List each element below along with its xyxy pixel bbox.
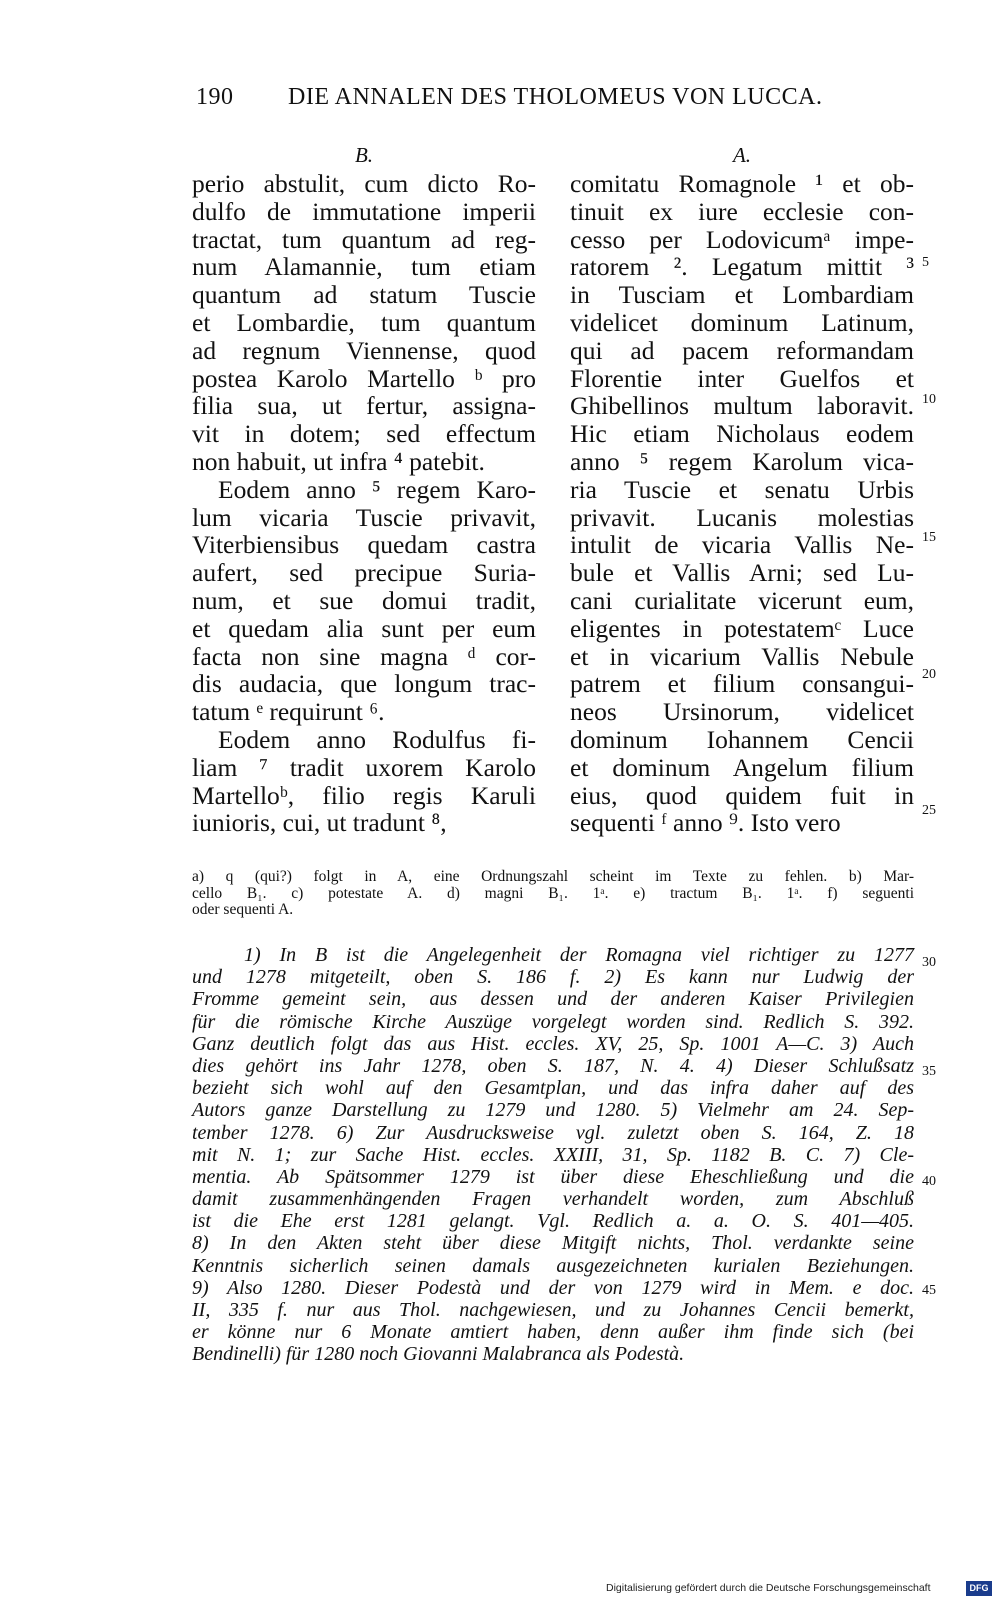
text-line: sequenti ᶠ anno ⁹. Isto vero [570, 808, 841, 838]
text-line: quantum ad statum Tuscie [192, 280, 536, 310]
text-line: vit in dotem; sed effectum [192, 419, 536, 449]
text-line: privavit. Lucanis molestias [570, 502, 914, 532]
column-a-heading: A. [732, 143, 752, 167]
text-line: eius, quod quidem fuit in [570, 780, 914, 810]
line-number: 35 [922, 1064, 936, 1079]
footnote-line: er könne nur 6 Monate amtiert haben, denn außer ihm finde sich (bei [192, 1321, 914, 1344]
text-line: cani curialitate vicerunt eum, [570, 585, 914, 615]
footnote-line: dies gehört ins Jahr 1278, oben S. 187, N. 4. 4) Dieser Schlußsatz [192, 1054, 914, 1077]
text-line: Martelloᵇ, filio regis Karuli [192, 780, 536, 810]
line-number: 40 [922, 1174, 936, 1189]
text-line: num, et sue domui tradit, [192, 585, 536, 615]
text-line: intulit de vicaria Vallis Ne- [570, 530, 914, 560]
text-line: Eodem anno Rodulfus fi- [218, 724, 536, 754]
credit-text: Digitalisierung gefördert durch die Deutsche Forschungsgemeinschaft [606, 1582, 931, 1594]
text-line: et in vicarium Vallis Nebule [570, 641, 914, 671]
footnote-line: Autors ganze Darstellung zu 1279 und 1280. 5) Vielmehr am 24. Sep- [192, 1099, 914, 1122]
textual-variants [192, 869, 914, 919]
page-number: 190 [196, 84, 234, 110]
text-line: qui ad pacem reformandam [570, 335, 914, 365]
text-line: Florentie inter Guelfos et [570, 363, 914, 393]
text-line: filia sua, ut fertur, assigna- [192, 391, 536, 421]
text-line: Ghibellinos multum laboravit. [570, 391, 914, 421]
text-line: patrem et filium consangui- [570, 669, 914, 699]
footnote-line: mentia. Ab Spätsommer 1279 ist über diese Eheschließung und die [192, 1165, 914, 1188]
text-line: perio abstulit, cum dicto Ro- [192, 169, 536, 198]
text-line: postea Karolo Martello ᵇ pro [192, 363, 536, 393]
dfg-logo: DFG [966, 1581, 992, 1596]
text-line: et quedam alia sunt per eum [192, 613, 536, 643]
text-line: tractat, tum quantum ad reg- [192, 224, 536, 254]
text-line: et Lombardie, tum quantum [192, 307, 536, 337]
text-line: Eodem anno ⁵ regem Karo- [218, 474, 536, 504]
footnote-line: mit N. 1; zur Sache Hist. eccles. XXIII, 31, Sp. 1182 B. C. 7) Cle- [192, 1143, 914, 1166]
text-line: neos Ursinorum, videlicet [570, 697, 914, 727]
text-line: Viterbiensibus quedam castra [192, 530, 536, 560]
line-number: 25 [922, 803, 936, 818]
line-number: 15 [922, 530, 936, 545]
text-line: cesso per Lodovicumᵃ impe- [570, 224, 914, 254]
variant-line: oder sequenti A. [192, 901, 294, 918]
line-number: 10 [922, 392, 936, 407]
text-line: ratorem ². Legatum mittit ³ [570, 252, 914, 282]
text-line: ad regnum Viennense, quod [192, 335, 536, 365]
text-line: iunioris, cui, ut tradunt ⁸, [192, 808, 447, 838]
variant-line: a) q (qui?) folgt in A, eine Ordnungszahl scheint im Texte zu fehlen. b) Mar- [192, 868, 914, 885]
text-line: anno ⁵ regem Karolum vica- [570, 446, 914, 476]
line-number: 45 [922, 1283, 936, 1298]
footnote-line: Bendinelli) für 1280 noch Giovanni Malabranca als Podestà. [192, 1343, 685, 1366]
text-line: dis audacia, que longum trac- [192, 669, 536, 699]
footnote-line: und 1278 mitgeteilt, oben S. 186 f. 2) Es kann nur Ludwig der [192, 966, 914, 989]
footnote-line: 1) In B ist die Angelegenheit der Romagna viel richtiger zu 1277 [244, 944, 914, 966]
text-line: dulfo de immutatione imperii [192, 196, 536, 226]
text-line: non habuit, ut infra ⁴ patebit. [192, 446, 485, 476]
footnote-line: bezieht sich wohl auf den Gesamtplan, und das infra daher auf des [192, 1077, 914, 1100]
column-b-heading: B. [354, 143, 374, 167]
text-line: et dominum Angelum filium [570, 752, 914, 782]
text-line: aufert, sed precipue Suria- [192, 558, 536, 588]
footnote-line: für die römische Kirche Auszüge vorgelegt worden sind. Redlich S. 392. [192, 1010, 914, 1033]
text-line: ria Tuscie et senatu Urbis [570, 474, 914, 504]
footnote-line: tember 1278. 6) Zur Ausdrucksweise vgl. zuletzt oben S. 164, Z. 18 [192, 1121, 914, 1144]
text-line: tinuit ex iure ecclesie con- [570, 196, 914, 226]
line-number: 30 [922, 955, 936, 970]
column-b [192, 140, 536, 837]
column-a [570, 140, 914, 837]
footnote-line: Ganz deutlich folgt das aus Hist. eccles. XV, 25, Sp. 1001 A—C. 3) Auch [192, 1032, 914, 1055]
line-number: 20 [922, 667, 936, 682]
text-line: num Alamannie, tum etiam [192, 252, 536, 282]
text-line: Hic etiam Nicholaus eodem [570, 419, 914, 449]
running-header [196, 84, 836, 124]
footnote-line: 9) Also 1280. Dieser Podestà und der von 1279 wird in Mem. e doc. [192, 1276, 914, 1299]
running-title: DIE ANNALEN DES THOLOMEUS VON LUCCA. [288, 84, 823, 110]
footnote-line: Kenntnis sicherlich seinen damals ausgezeichneten kurialen Beziehungen. [192, 1254, 914, 1277]
text-line: dominum Iohannem Cencii [570, 724, 914, 754]
footnote-line: II, 335 f. nur aus Thol. nachgewiesen, und zu Johannes Cencii bemerkt, [192, 1299, 914, 1321]
text-line: lum vicaria Tuscie privavit, [192, 502, 536, 532]
text-line: tatum ᵉ requirunt ⁶. [192, 697, 385, 727]
footnotes [192, 944, 914, 1366]
text-line: liam ⁷ tradit uxorem Karolo [192, 752, 536, 782]
footnote-line: damit zusammenhängenden Fragen verhandelt worden, zum Abschluß [192, 1188, 914, 1211]
text-line: facta non sine magna ᵈ cor- [192, 641, 536, 671]
line-number: 5 [922, 255, 929, 270]
column-b-text [192, 170, 536, 837]
text-line: videlicet dominum Latinum, [570, 307, 914, 337]
footnote-line: 8) In den Akten steht über diese Mitgift nichts, Thol. verdankte seine [192, 1232, 914, 1255]
footnote-line: ist die Ehe erst 1281 gelangt. Vgl. Redlich a. a. O. S. 401—405. [192, 1210, 914, 1233]
footnote-line: Fromme gemeint sein, aus dessen und der anderen Kaiser Privilegien [192, 988, 914, 1011]
digitization-credit [606, 1581, 992, 1597]
text-line: eligentes in potestatemᶜ Luce [570, 613, 914, 643]
text-line: bule et Vallis Arni; sed Lu- [570, 558, 914, 588]
variant-line: cello B₁. c) potestate A. d) magni B₁. 1ᵃ. e) tractum B₁. 1ᵃ. f) seguenti [192, 884, 914, 902]
column-a-text [570, 170, 914, 837]
text-line: comitatu Romagnole ¹ et ob- [570, 169, 914, 198]
text-line: in Tusciam et Lombardiam [570, 280, 914, 310]
